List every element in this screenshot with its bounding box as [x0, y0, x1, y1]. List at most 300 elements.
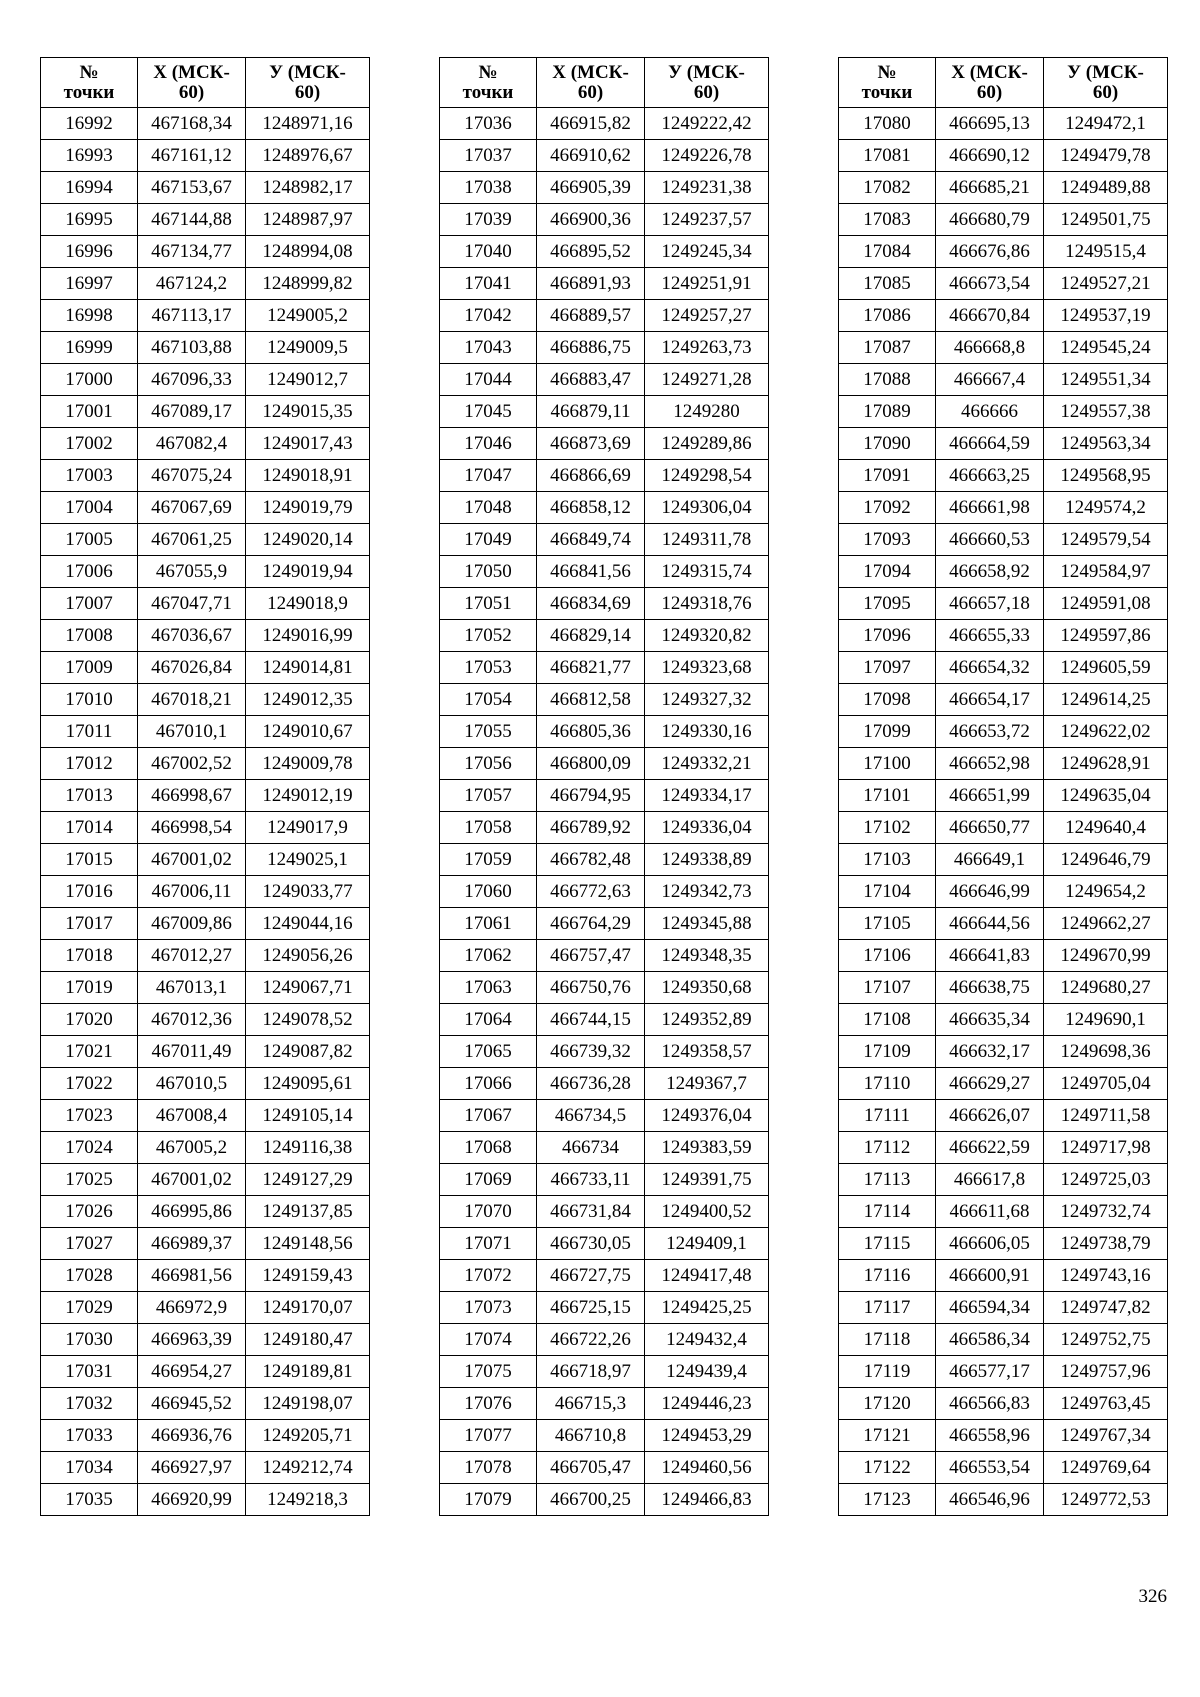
point-number-cell: 17118 — [839, 1324, 936, 1356]
page-number: 326 — [1138, 1586, 1167, 1607]
x-coordinate-cell: 466730,05 — [537, 1228, 645, 1260]
point-number-cell: 17054 — [440, 684, 537, 716]
y-coordinate-cell: 1248999,82 — [246, 268, 370, 300]
y-coordinate-cell: 1249557,38 — [1044, 396, 1168, 428]
x-coordinate-cell: 466617,8 — [936, 1164, 1044, 1196]
y-coordinate-cell: 1248982,17 — [246, 172, 370, 204]
y-coordinate-cell: 1249336,04 — [645, 812, 769, 844]
x-coordinate-cell: 466736,28 — [537, 1068, 645, 1100]
point-number-cell: 17009 — [41, 652, 138, 684]
point-number-cell: 17001 — [41, 396, 138, 428]
point-number-cell: 17010 — [41, 684, 138, 716]
point-number-cell: 17038 — [440, 172, 537, 204]
point-number-cell: 17075 — [440, 1356, 537, 1388]
point-number-cell: 17115 — [839, 1228, 936, 1260]
point-number-cell: 17025 — [41, 1164, 138, 1196]
point-number-cell: 17027 — [41, 1228, 138, 1260]
table-row — [839, 396, 1168, 428]
point-number-cell: 17030 — [41, 1324, 138, 1356]
x-coordinate-cell: 466739,32 — [537, 1036, 645, 1068]
y-coordinate-cell: 1249315,74 — [645, 556, 769, 588]
x-coordinate-cell: 467067,69 — [138, 492, 246, 524]
table-row — [41, 428, 370, 460]
y-coordinate-cell: 1249646,79 — [1044, 844, 1168, 876]
point-number-cell: 17092 — [839, 492, 936, 524]
table-row — [440, 652, 769, 684]
y-coordinate-cell: 1249501,75 — [1044, 204, 1168, 236]
x-coordinate-cell: 466626,07 — [936, 1100, 1044, 1132]
table-row — [41, 1292, 370, 1324]
point-number-cell: 16998 — [41, 300, 138, 332]
point-number-cell: 17079 — [440, 1484, 537, 1516]
table-row — [839, 940, 1168, 972]
y-coordinate-cell: 1249018,91 — [246, 460, 370, 492]
y-coordinate-header: У (МСК- 60) — [645, 58, 769, 108]
y-coordinate-cell: 1249033,77 — [246, 876, 370, 908]
point-number-cell: 17020 — [41, 1004, 138, 1036]
table-row — [440, 140, 769, 172]
x-coordinate-cell: 466858,12 — [537, 492, 645, 524]
table-row — [41, 588, 370, 620]
y-coordinate-cell: 1249012,7 — [246, 364, 370, 396]
table-row — [41, 1004, 370, 1036]
y-coordinate-cell: 1249009,78 — [246, 748, 370, 780]
table-row — [839, 844, 1168, 876]
x-coordinate-cell: 466744,15 — [537, 1004, 645, 1036]
table-row — [440, 908, 769, 940]
point-number-cell: 17029 — [41, 1292, 138, 1324]
table-header-row — [41, 58, 370, 108]
y-coordinate-cell: 1249466,83 — [645, 1484, 769, 1516]
y-coordinate-cell: 1249654,2 — [1044, 876, 1168, 908]
x-coordinate-cell: 466972,9 — [138, 1292, 246, 1324]
y-coordinate-cell: 1249342,73 — [645, 876, 769, 908]
point-number-cell: 17024 — [41, 1132, 138, 1164]
table-row — [440, 1228, 769, 1260]
point-number-cell: 17033 — [41, 1420, 138, 1452]
table-row — [41, 172, 370, 204]
x-coordinate-cell: 466734,5 — [537, 1100, 645, 1132]
x-coordinate-cell: 466700,25 — [537, 1484, 645, 1516]
y-coordinate-cell: 1249358,57 — [645, 1036, 769, 1068]
y-coordinate-cell: 1249289,86 — [645, 428, 769, 460]
x-coordinate-cell: 467061,25 — [138, 524, 246, 556]
x-coordinate-cell: 466945,52 — [138, 1388, 246, 1420]
y-coordinate-cell: 1249017,9 — [246, 812, 370, 844]
y-coordinate-cell: 1249725,03 — [1044, 1164, 1168, 1196]
x-coordinate-cell: 466920,99 — [138, 1484, 246, 1516]
y-coordinate-cell: 1249330,16 — [645, 716, 769, 748]
point-number-cell: 17035 — [41, 1484, 138, 1516]
point-number-cell: 17013 — [41, 780, 138, 812]
point-number-cell: 17097 — [839, 652, 936, 684]
table-row — [41, 844, 370, 876]
point-number-cell: 17111 — [839, 1100, 936, 1132]
y-coordinate-cell: 1249218,3 — [246, 1484, 370, 1516]
y-coordinate-cell: 1249446,23 — [645, 1388, 769, 1420]
point-number-cell: 17004 — [41, 492, 138, 524]
point-number-cell: 17098 — [839, 684, 936, 716]
table-row — [440, 460, 769, 492]
point-number-cell: 17006 — [41, 556, 138, 588]
table-row — [41, 1036, 370, 1068]
point-number-cell: 17117 — [839, 1292, 936, 1324]
point-number-cell: 17077 — [440, 1420, 537, 1452]
point-number-cell: 17106 — [839, 940, 936, 972]
table-row — [440, 684, 769, 716]
y-coordinate-cell: 1248976,67 — [246, 140, 370, 172]
y-coordinate-cell: 1248994,08 — [246, 236, 370, 268]
y-coordinate-cell: 1249018,9 — [246, 588, 370, 620]
y-coordinate-cell: 1249189,81 — [246, 1356, 370, 1388]
point-number-cell: 17066 — [440, 1068, 537, 1100]
y-coordinate-cell: 1249574,2 — [1044, 492, 1168, 524]
point-number-cell: 17016 — [41, 876, 138, 908]
y-coordinate-cell: 1249670,99 — [1044, 940, 1168, 972]
x-coordinate-cell: 466821,77 — [537, 652, 645, 684]
y-coordinate-cell: 1249044,16 — [246, 908, 370, 940]
y-coordinate-cell: 1249425,25 — [645, 1292, 769, 1324]
y-coordinate-cell: 1249432,4 — [645, 1324, 769, 1356]
table-row — [41, 620, 370, 652]
point-number-cell: 17065 — [440, 1036, 537, 1068]
table-row — [440, 556, 769, 588]
point-number-cell: 17005 — [41, 524, 138, 556]
point-number-cell: 17089 — [839, 396, 936, 428]
table-row — [41, 460, 370, 492]
y-coordinate-cell: 1249095,61 — [246, 1068, 370, 1100]
point-number-cell: 17090 — [839, 428, 936, 460]
y-coordinate-cell: 1249568,95 — [1044, 460, 1168, 492]
y-coordinate-cell: 1249738,79 — [1044, 1228, 1168, 1260]
table-row — [41, 332, 370, 364]
table-row — [440, 1452, 769, 1484]
table-row — [440, 940, 769, 972]
table-row — [41, 652, 370, 684]
table-row — [41, 1228, 370, 1260]
table-row — [839, 876, 1168, 908]
table-row — [41, 492, 370, 524]
table-row — [839, 1228, 1168, 1260]
table-row — [440, 1036, 769, 1068]
table-row — [839, 460, 1168, 492]
table-row — [839, 556, 1168, 588]
point-number-cell: 17093 — [839, 524, 936, 556]
x-coordinate-cell: 466600,91 — [936, 1260, 1044, 1292]
point-number-cell: 17036 — [440, 108, 537, 140]
table-row — [41, 1164, 370, 1196]
table-row — [839, 364, 1168, 396]
y-coordinate-cell: 1249350,68 — [645, 972, 769, 1004]
table-header-row — [839, 58, 1168, 108]
point-number-cell: 17113 — [839, 1164, 936, 1196]
table-row — [839, 1036, 1168, 1068]
table-row — [839, 140, 1168, 172]
x-coordinate-cell: 466622,59 — [936, 1132, 1044, 1164]
point-number-cell: 17103 — [839, 844, 936, 876]
y-coordinate-cell: 1249584,97 — [1044, 556, 1168, 588]
x-coordinate-cell: 467008,4 — [138, 1100, 246, 1132]
y-coordinate-cell: 1249087,82 — [246, 1036, 370, 1068]
point-number-cell: 17003 — [41, 460, 138, 492]
x-coordinate-cell: 466998,67 — [138, 780, 246, 812]
table-row — [839, 172, 1168, 204]
y-coordinate-cell: 1249417,48 — [645, 1260, 769, 1292]
table-row — [839, 1196, 1168, 1228]
table-row — [839, 1164, 1168, 1196]
table-row — [41, 876, 370, 908]
table-row — [440, 876, 769, 908]
x-coordinate-header: Х (МСК- 60) — [936, 58, 1044, 108]
point-number-cell: 17104 — [839, 876, 936, 908]
x-coordinate-cell: 466800,09 — [537, 748, 645, 780]
x-coordinate-cell: 466668,8 — [936, 332, 1044, 364]
y-coordinate-cell: 1249005,2 — [246, 300, 370, 332]
table-row — [839, 524, 1168, 556]
point-number-cell: 17078 — [440, 1452, 537, 1484]
point-number-cell: 17040 — [440, 236, 537, 268]
x-coordinate-cell: 466841,56 — [537, 556, 645, 588]
y-coordinate-cell: 1249056,26 — [246, 940, 370, 972]
table-row — [440, 204, 769, 236]
x-coordinate-cell: 466685,21 — [936, 172, 1044, 204]
x-coordinate-cell: 466661,98 — [936, 492, 1044, 524]
x-coordinate-cell: 466734 — [537, 1132, 645, 1164]
table-row — [41, 908, 370, 940]
x-coordinate-cell: 466652,98 — [936, 748, 1044, 780]
y-coordinate-cell: 1249320,82 — [645, 620, 769, 652]
y-coordinate-cell: 1249012,35 — [246, 684, 370, 716]
y-coordinate-header: У (МСК- 60) — [246, 58, 370, 108]
table-row — [839, 108, 1168, 140]
point-number-cell: 17019 — [41, 972, 138, 1004]
x-coordinate-cell: 467001,02 — [138, 1164, 246, 1196]
y-coordinate-cell: 1249767,34 — [1044, 1420, 1168, 1452]
table-row — [41, 812, 370, 844]
y-coordinate-cell: 1249180,47 — [246, 1324, 370, 1356]
x-coordinate-cell: 466650,77 — [936, 812, 1044, 844]
point-number-cell: 17094 — [839, 556, 936, 588]
y-coordinate-cell: 1249752,75 — [1044, 1324, 1168, 1356]
x-coordinate-cell: 467006,11 — [138, 876, 246, 908]
point-number-cell: 17070 — [440, 1196, 537, 1228]
x-coordinate-cell: 466655,33 — [936, 620, 1044, 652]
table-row — [839, 588, 1168, 620]
y-coordinate-cell: 1249747,82 — [1044, 1292, 1168, 1324]
x-coordinate-cell: 466782,48 — [537, 844, 645, 876]
point-number-cell: 17108 — [839, 1004, 936, 1036]
point-number-cell: 17037 — [440, 140, 537, 172]
point-number-cell: 17007 — [41, 588, 138, 620]
table-row — [839, 716, 1168, 748]
x-coordinate-cell: 466805,36 — [537, 716, 645, 748]
table-row — [440, 236, 769, 268]
point-number-cell: 17081 — [839, 140, 936, 172]
point-number-cell: 17072 — [440, 1260, 537, 1292]
point-number-cell: 16997 — [41, 268, 138, 300]
table-row — [41, 1132, 370, 1164]
x-coordinate-cell: 467001,02 — [138, 844, 246, 876]
x-coordinate-cell: 466638,75 — [936, 972, 1044, 1004]
x-coordinate-cell: 466789,92 — [537, 812, 645, 844]
x-coordinate-cell: 466764,29 — [537, 908, 645, 940]
table-row — [41, 716, 370, 748]
y-coordinate-cell: 1248971,16 — [246, 108, 370, 140]
y-coordinate-cell: 1249705,04 — [1044, 1068, 1168, 1100]
point-number-cell: 17085 — [839, 268, 936, 300]
y-coordinate-cell: 1249332,21 — [645, 748, 769, 780]
x-coordinate-cell: 467012,36 — [138, 1004, 246, 1036]
y-coordinate-cell: 1249170,07 — [246, 1292, 370, 1324]
point-number-cell: 17050 — [440, 556, 537, 588]
table-row — [440, 588, 769, 620]
y-coordinate-cell: 1249116,38 — [246, 1132, 370, 1164]
point-number-cell: 17060 — [440, 876, 537, 908]
point-number-cell: 17048 — [440, 492, 537, 524]
y-coordinate-cell: 1249515,4 — [1044, 236, 1168, 268]
x-coordinate-cell: 466673,54 — [936, 268, 1044, 300]
point-number-cell: 17051 — [440, 588, 537, 620]
x-coordinate-cell: 466905,39 — [537, 172, 645, 204]
y-coordinate-cell: 1249198,07 — [246, 1388, 370, 1420]
table-row — [41, 236, 370, 268]
y-coordinate-cell: 1249439,4 — [645, 1356, 769, 1388]
x-coordinate-cell: 466936,76 — [138, 1420, 246, 1452]
table-row — [41, 1452, 370, 1484]
point-number-cell: 17120 — [839, 1388, 936, 1420]
x-coordinate-cell: 466812,58 — [537, 684, 645, 716]
table-row — [41, 204, 370, 236]
point-number-cell: 16995 — [41, 204, 138, 236]
table-row — [839, 204, 1168, 236]
x-coordinate-cell: 466690,12 — [936, 140, 1044, 172]
x-coordinate-cell: 466658,92 — [936, 556, 1044, 588]
y-coordinate-cell: 1249400,52 — [645, 1196, 769, 1228]
table-row — [440, 1484, 769, 1516]
point-number-cell: 17026 — [41, 1196, 138, 1228]
point-number-cell: 17059 — [440, 844, 537, 876]
point-number-cell: 17012 — [41, 748, 138, 780]
y-coordinate-cell: 1249334,17 — [645, 780, 769, 812]
x-coordinate-cell: 467075,24 — [138, 460, 246, 492]
y-coordinate-cell: 1249597,86 — [1044, 620, 1168, 652]
point-number-cell: 17055 — [440, 716, 537, 748]
point-number-cell: 17116 — [839, 1260, 936, 1292]
point-number-cell: 17068 — [440, 1132, 537, 1164]
table-row — [41, 300, 370, 332]
x-coordinate-cell: 466794,95 — [537, 780, 645, 812]
table-row — [41, 396, 370, 428]
x-coordinate-cell: 467036,67 — [138, 620, 246, 652]
table-row — [41, 1484, 370, 1516]
x-coordinate-cell: 466566,83 — [936, 1388, 1044, 1420]
x-coordinate-cell: 467168,34 — [138, 108, 246, 140]
x-coordinate-cell: 466657,18 — [936, 588, 1044, 620]
y-coordinate-cell: 1249280 — [645, 396, 769, 428]
x-coordinate-cell: 467010,5 — [138, 1068, 246, 1100]
y-coordinate-cell: 1249698,36 — [1044, 1036, 1168, 1068]
point-number-cell: 17042 — [440, 300, 537, 332]
y-coordinate-cell: 1249605,59 — [1044, 652, 1168, 684]
point-number-cell: 17062 — [440, 940, 537, 972]
x-coordinate-cell: 466664,59 — [936, 428, 1044, 460]
y-coordinate-cell: 1249680,27 — [1044, 972, 1168, 1004]
table-row — [839, 332, 1168, 364]
x-coordinate-cell: 466577,17 — [936, 1356, 1044, 1388]
x-coordinate-cell: 466649,1 — [936, 844, 1044, 876]
x-coordinate-cell: 466654,32 — [936, 652, 1044, 684]
y-coordinate-cell: 1249014,81 — [246, 652, 370, 684]
table-row — [41, 1356, 370, 1388]
point-number-cell: 17018 — [41, 940, 138, 972]
y-coordinate-cell: 1249338,89 — [645, 844, 769, 876]
table-row — [41, 940, 370, 972]
y-coordinate-cell: 1249020,14 — [246, 524, 370, 556]
x-coordinate-cell: 467153,67 — [138, 172, 246, 204]
y-coordinate-cell: 1249016,99 — [246, 620, 370, 652]
table-row — [839, 1292, 1168, 1324]
x-coordinate-cell: 466963,39 — [138, 1324, 246, 1356]
x-coordinate-header: Х (МСК- 60) — [138, 58, 246, 108]
point-number-cell: 17034 — [41, 1452, 138, 1484]
table-row — [440, 1420, 769, 1452]
table-row — [440, 620, 769, 652]
x-coordinate-cell: 466710,8 — [537, 1420, 645, 1452]
table-row — [41, 1068, 370, 1100]
table-row — [839, 1484, 1168, 1516]
table-header-row — [440, 58, 769, 108]
y-coordinate-cell: 1249345,88 — [645, 908, 769, 940]
table-row — [440, 1260, 769, 1292]
x-coordinate-cell: 466891,93 — [537, 268, 645, 300]
x-coordinate-cell: 466670,84 — [936, 300, 1044, 332]
y-coordinate-cell: 1249015,35 — [246, 396, 370, 428]
table-row — [440, 1388, 769, 1420]
table-row — [440, 716, 769, 748]
x-coordinate-cell: 467005,2 — [138, 1132, 246, 1164]
x-coordinate-cell: 467089,17 — [138, 396, 246, 428]
y-coordinate-cell: 1249271,28 — [645, 364, 769, 396]
point-number-cell: 17076 — [440, 1388, 537, 1420]
x-coordinate-cell: 466981,56 — [138, 1260, 246, 1292]
point-number-cell: 17101 — [839, 780, 936, 812]
table-row — [839, 812, 1168, 844]
x-coordinate-cell: 466611,68 — [936, 1196, 1044, 1228]
y-coordinate-cell: 1249025,1 — [246, 844, 370, 876]
point-number-cell: 17074 — [440, 1324, 537, 1356]
point-number-cell: 17021 — [41, 1036, 138, 1068]
y-coordinate-cell: 1249148,56 — [246, 1228, 370, 1260]
point-number-cell: 17015 — [41, 844, 138, 876]
point-number-cell: 17100 — [839, 748, 936, 780]
x-coordinate-cell: 466889,57 — [537, 300, 645, 332]
x-coordinate-cell: 466879,11 — [537, 396, 645, 428]
point-number-cell: 17039 — [440, 204, 537, 236]
x-coordinate-cell: 466727,75 — [537, 1260, 645, 1292]
y-coordinate-cell: 1249763,45 — [1044, 1388, 1168, 1420]
x-coordinate-cell: 466886,75 — [537, 332, 645, 364]
table-row — [440, 780, 769, 812]
point-number-cell: 16999 — [41, 332, 138, 364]
y-coordinate-cell: 1249212,74 — [246, 1452, 370, 1484]
table-row — [839, 1452, 1168, 1484]
x-coordinate-cell: 466725,15 — [537, 1292, 645, 1324]
table-row — [839, 908, 1168, 940]
table-row — [839, 1260, 1168, 1292]
point-number-cell: 17031 — [41, 1356, 138, 1388]
y-coordinate-cell: 1249757,96 — [1044, 1356, 1168, 1388]
x-coordinate-cell: 467134,77 — [138, 236, 246, 268]
